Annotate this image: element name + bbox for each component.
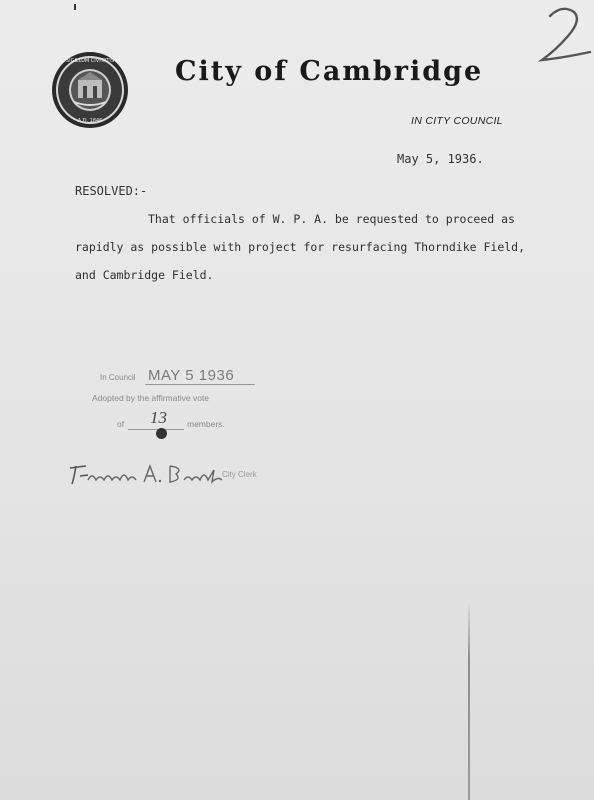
- paper-fold-line: [468, 600, 470, 800]
- svg-text:SIGILLUM CIVITATIS: SIGILLUM CIVITATIS: [65, 58, 115, 64]
- stamp-adopted-label: Adopted by the affirmative vote: [92, 393, 210, 403]
- letterhead-subtitle: IN CITY COUNCIL: [411, 115, 503, 127]
- ink-mark: [74, 4, 76, 10]
- stamp-of-label: of: [117, 419, 125, 429]
- stamp-in-council-label: In Council: [100, 373, 136, 382]
- svg-text:2: 2: [528, 2, 529, 3]
- letterhead-title: City of Cambridge: [175, 56, 484, 87]
- stamp-vote-count: 13: [150, 408, 167, 427]
- stamp-underline: [145, 384, 255, 385]
- resolution-date: May 5, 1936.: [397, 152, 484, 166]
- resolved-heading: RESOLVED:-: [75, 184, 148, 198]
- clerk-title: City Clerk: [222, 470, 257, 479]
- resolution-line: That officials of W. P. A. be requested to proceed as: [148, 212, 515, 226]
- svg-text:A.D. 1846: A.D. 1846: [77, 118, 103, 124]
- stamp-date: MAY 5 1936: [148, 367, 235, 384]
- ink-blot: [156, 428, 167, 439]
- stamp-members-label: members.: [187, 419, 225, 429]
- city-seal-icon: [50, 50, 130, 130]
- resolution-line: rapidly as possible with project for resurfacing Thorndike Field,: [75, 240, 526, 254]
- handwritten-page-number: [528, 2, 594, 72]
- resolution-line: and Cambridge Field.: [75, 268, 214, 282]
